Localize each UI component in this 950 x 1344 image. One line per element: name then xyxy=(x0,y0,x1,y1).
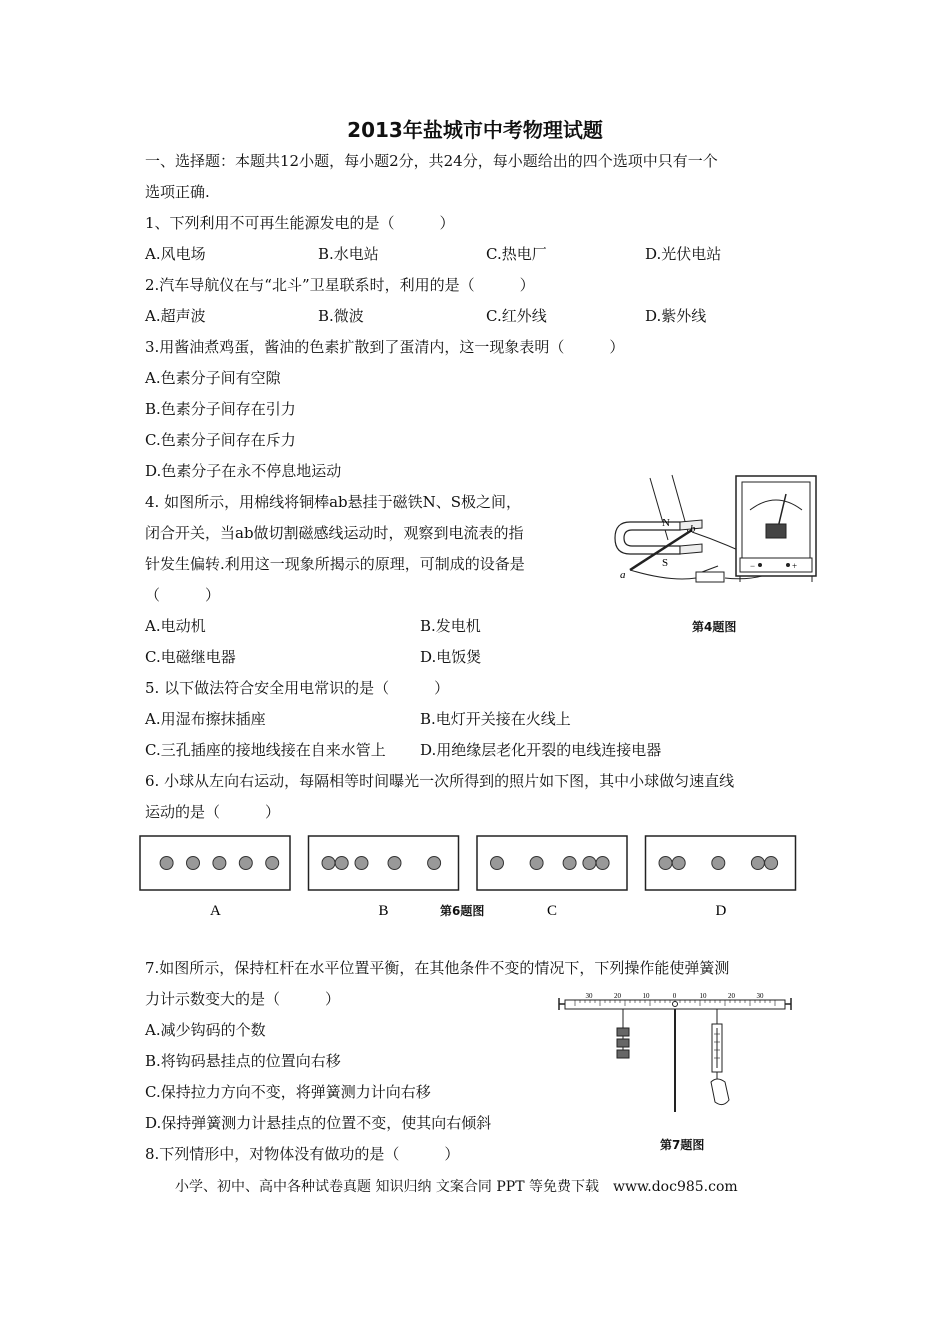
q6-figure-caption: 第6题图 xyxy=(440,904,485,918)
terminal-minus-label: − xyxy=(750,561,756,571)
q4-option-d: D.电饭煲 xyxy=(420,648,482,666)
q8-stem: 8.下列情形中，对物体没有做功的是（ ） xyxy=(145,1145,460,1163)
page-footer: 小学、初中、高中各种试卷真题 知识归纳 文案合同 PPT 等免费下载 www.doc985.com xyxy=(175,1179,738,1195)
q4-line2: 闭合开关，当ab做切割磁感线运动时，观察到电流表的指 xyxy=(145,524,524,542)
lever-scale-label: 10 xyxy=(642,992,650,1000)
ammeter xyxy=(736,476,816,582)
lever-scale-label: 30 xyxy=(585,992,593,1000)
horseshoe-magnet xyxy=(615,522,680,554)
q6-ball xyxy=(266,857,279,870)
q6-ball xyxy=(596,857,609,870)
section-intro-line2: 选项正确. xyxy=(145,183,210,201)
q6-ball xyxy=(335,857,348,870)
q7-line2: 力计示数变大的是（ ） xyxy=(145,990,341,1008)
q1-option-b: B.水电站 xyxy=(318,245,379,263)
q4-figure-caption: 第4题图 xyxy=(692,620,737,634)
q4-label-n: N xyxy=(662,517,670,529)
q7-figure xyxy=(555,990,795,1120)
switch xyxy=(696,572,724,582)
q3-option-b: B.色素分子间存在引力 xyxy=(145,400,296,418)
q6-ball xyxy=(765,857,778,870)
q6-ball xyxy=(712,857,725,870)
q4-line1: 4. 如图所示，用棉线将铜棒ab悬挂于磁铁N、S极之间， xyxy=(145,493,522,511)
q1-option-c: C.热电厂 xyxy=(486,245,547,263)
lever-scale-label: 20 xyxy=(614,992,621,1000)
q3-stem: 3.用酱油煮鸡蛋，酱油的色素扩散到了蛋清内，这一现象表明（ ） xyxy=(145,338,625,356)
q7-option-b: B.将钩码悬挂点的位置向右移 xyxy=(145,1052,341,1070)
q6-ball xyxy=(428,857,441,870)
q2-option-a: A.超声波 xyxy=(145,307,206,325)
q7-figure-caption: 第7题图 xyxy=(660,1138,705,1152)
q6-ball xyxy=(583,857,596,870)
q6-ball xyxy=(530,857,543,870)
q2-option-b: B.微波 xyxy=(318,307,364,325)
q6-line1: 6. 小球从左向右运动，每隔相等时间曝光一次所得到的照片如下图，其中小球做匀速直线 xyxy=(145,772,735,790)
q3-option-a: A.色素分子间有空隙 xyxy=(145,369,281,387)
q7-option-d: D.保持弹簧测力计悬挂点的位置不变，使其向右倾斜 xyxy=(145,1114,492,1132)
q1-option-a: A.风电场 xyxy=(145,245,206,263)
q3-option-c: C.色素分子间存在斥力 xyxy=(145,431,296,449)
section-intro-line1: 一、选择题：本题共12小题，每小题2分，共24分，每小题给出的四个选项中只有一个 xyxy=(145,152,718,170)
q1-stem: 1、下列利用不可再生能源发电的是（ ） xyxy=(145,214,455,232)
q6-ball xyxy=(659,857,672,870)
q5-option-d: D.用绝缘层老化开裂的电线连接电器 xyxy=(420,741,662,759)
q5-option-b: B.电灯开关接在火线上 xyxy=(420,710,571,728)
q4-label-s: S xyxy=(662,557,669,569)
q6-panel-label-c: C xyxy=(547,903,558,919)
q6-panel-label-b: B xyxy=(378,903,389,919)
q5-option-c: C.三孔插座的接地线接在自来水管上 xyxy=(145,741,386,759)
q2-option-c: C.红外线 xyxy=(486,307,547,325)
q6-ball xyxy=(751,857,764,870)
q4-figure xyxy=(610,470,830,585)
q6-ball xyxy=(213,857,226,870)
hook-weights xyxy=(617,1009,629,1058)
q2-stem: 2.汽车导航仪在与“北斗”卫星联系时，利用的是（ ） xyxy=(145,276,535,294)
q6-ball xyxy=(239,857,252,870)
terminal-plus-label: + xyxy=(792,561,798,571)
q4-label-b: b xyxy=(690,523,696,535)
q6-ball xyxy=(322,857,335,870)
q4-line3: 针发生偏转.利用这一现象所揭示的原理，可制成的设备是 xyxy=(145,555,525,573)
lever-scale-label: 30 xyxy=(756,992,764,1000)
q6-ball xyxy=(491,857,504,870)
lever-scale-label: 0 xyxy=(672,992,677,1000)
q6-ball xyxy=(672,857,685,870)
q6-panel-label-d: D xyxy=(715,903,727,919)
q4-option-a: A.电动机 xyxy=(145,617,206,635)
q4-label-a: a xyxy=(620,569,626,581)
q7-option-a: A.减少钩码的个数 xyxy=(145,1021,266,1039)
lever-scale-label: 20 xyxy=(728,992,735,1000)
q4-option-b: B.发电机 xyxy=(420,617,481,635)
q6-ball xyxy=(355,857,368,870)
q6-panel-label-a: A xyxy=(210,903,221,919)
q5-stem: 5. 以下做法符合安全用电常识的是（ ） xyxy=(145,679,450,697)
page-title: 2013年盐城市中考物理试题 xyxy=(347,118,603,142)
lever-scale-label: 10 xyxy=(699,992,707,1000)
q6-ball xyxy=(563,857,576,870)
q4-line4: （ ） xyxy=(145,586,221,604)
q7-line1: 7.如图所示，保持杠杆在水平位置平衡，在其他条件不变的情况下，下列操作能使弹簧测 xyxy=(145,959,730,977)
q2-option-d: D.紫外线 xyxy=(645,307,707,325)
q6-line2: 运动的是（ ） xyxy=(145,803,281,821)
q6-ball xyxy=(160,857,173,870)
hand xyxy=(711,1079,729,1105)
q5-option-a: A.用湿布擦抹插座 xyxy=(145,710,266,728)
q1-option-d: D.光伏电站 xyxy=(645,245,722,263)
q7-option-c: C.保持拉力方向不变，将弹簧测力计向右移 xyxy=(145,1083,431,1101)
pivot xyxy=(673,1002,678,1007)
q6-ball xyxy=(388,857,401,870)
q3-option-d: D.色素分子在永不停息地运动 xyxy=(145,462,342,480)
spring-scale xyxy=(711,1009,729,1105)
q6-ball xyxy=(187,857,200,870)
q4-option-c: C.电磁继电器 xyxy=(145,648,236,666)
